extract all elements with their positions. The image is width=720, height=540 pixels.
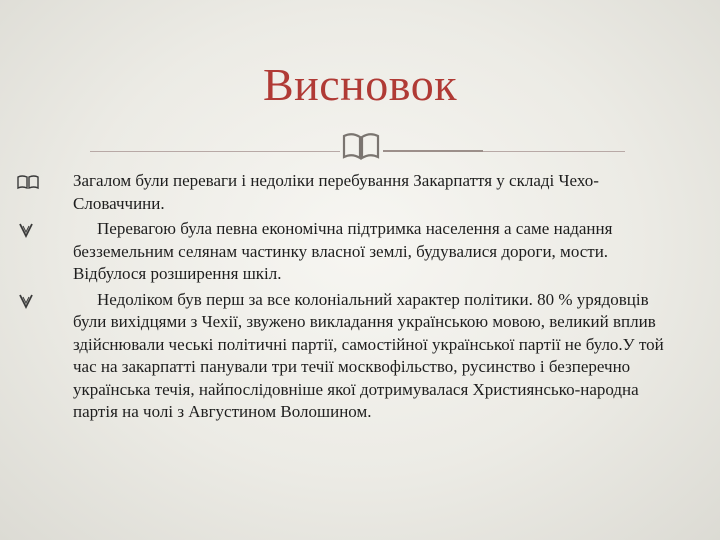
diamond-bullet-icon bbox=[16, 289, 56, 318]
book-icon-svg bbox=[338, 126, 384, 166]
book-icon bbox=[338, 126, 384, 166]
book-bullet-icon bbox=[16, 170, 56, 199]
paragraph-advantages bbox=[0, 218, 720, 286]
paragraph-text: Недоліком був перш за все колоніальний характер політики. 80 % урядовців були вихідцями з Чехії, звужено викладання українською мовою, великий вплив здійснювали чеські політичні партії, самостійної української партії не було.У той час на закарпатті панували три течії москвофільство, русинство і безперечно українська течія, найпослідовніше якої дотримувалася Християнсько-народна партія на чолі з Августином Волошином. bbox=[73, 289, 664, 421]
paragraph-text: Перевагою була певна економічна підтримка населення а саме надання безземельним селянам частинку власної землі, будувалися дороги, мости. Відбулося розширення шкіл. bbox=[73, 219, 613, 283]
paragraph-summary bbox=[0, 170, 720, 215]
slide-title: Висновок bbox=[262, 59, 458, 110]
slide-body bbox=[0, 170, 720, 427]
paragraph-disadvantages bbox=[0, 289, 720, 424]
diamond-bullet-icon bbox=[16, 218, 56, 247]
paragraph-text: Загалом були переваги і недоліки перебування Закарпаття у складі Чехо-Словаччини. bbox=[73, 171, 599, 213]
title-divider-accent bbox=[383, 150, 483, 152]
title-divider-left bbox=[90, 151, 340, 152]
